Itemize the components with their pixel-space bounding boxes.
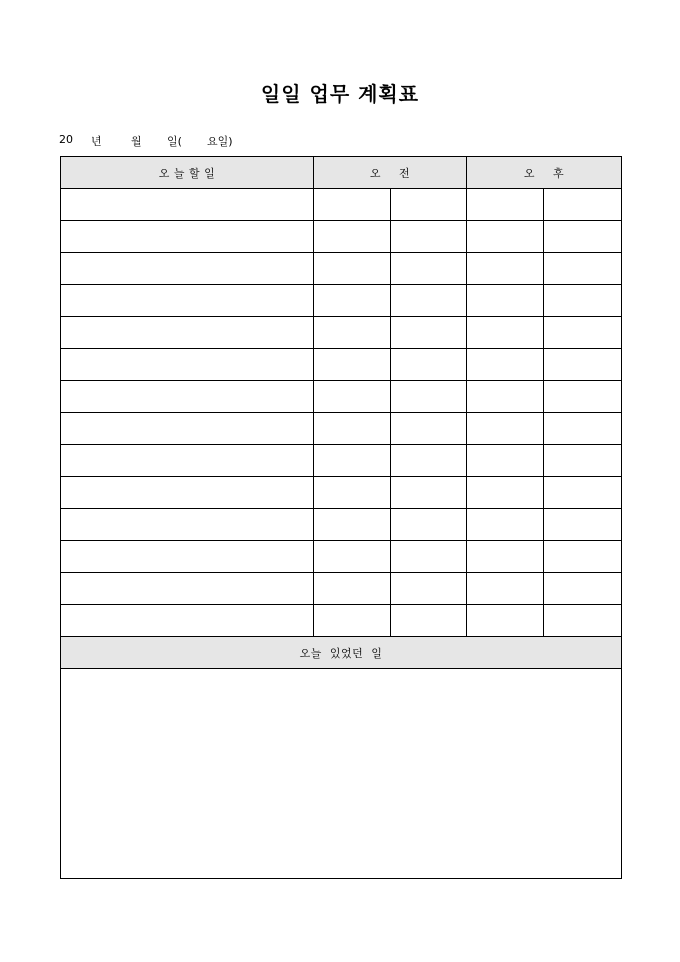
am-cell-2[interactable]	[391, 605, 467, 637]
table-row	[61, 221, 622, 253]
pm-cell-2[interactable]	[544, 253, 622, 285]
am-cell-2[interactable]	[391, 541, 467, 573]
am-cell-1[interactable]	[314, 445, 391, 477]
table-header-row	[61, 157, 622, 189]
pm-cell-2[interactable]	[544, 573, 622, 605]
task-cell[interactable]	[61, 381, 314, 413]
task-cell[interactable]	[61, 413, 314, 445]
am-cell-2[interactable]	[391, 253, 467, 285]
table-row	[61, 189, 622, 221]
pm-cell-1[interactable]	[467, 253, 544, 285]
pm-cell-1[interactable]	[467, 285, 544, 317]
date-day-label: 일(	[167, 135, 182, 148]
table-row	[61, 541, 622, 573]
am-cell-1[interactable]	[314, 221, 391, 253]
task-cell[interactable]	[61, 509, 314, 541]
am-cell-1[interactable]	[314, 605, 391, 637]
pm-cell-2[interactable]	[544, 605, 622, 637]
pm-cell-1[interactable]	[467, 349, 544, 381]
pm-cell-1[interactable]	[467, 317, 544, 349]
am-cell-2[interactable]	[391, 189, 467, 221]
table-row	[61, 349, 622, 381]
header-pm: 오 후	[467, 157, 622, 189]
task-cell[interactable]	[61, 445, 314, 477]
am-cell-1[interactable]	[314, 285, 391, 317]
task-cell[interactable]	[61, 221, 314, 253]
pm-cell-2[interactable]	[544, 349, 622, 381]
task-cell[interactable]	[61, 349, 314, 381]
pm-cell-1[interactable]	[467, 189, 544, 221]
am-cell-2[interactable]	[391, 477, 467, 509]
task-cell[interactable]	[61, 253, 314, 285]
am-cell-1[interactable]	[314, 189, 391, 221]
table-row	[61, 509, 622, 541]
table-row	[61, 317, 622, 349]
pm-cell-2[interactable]	[544, 285, 622, 317]
today-notes-field[interactable]	[61, 669, 622, 879]
am-cell-2[interactable]	[391, 221, 467, 253]
pm-cell-2[interactable]	[544, 509, 622, 541]
task-cell[interactable]	[61, 317, 314, 349]
am-cell-2[interactable]	[391, 381, 467, 413]
task-cell[interactable]	[61, 541, 314, 573]
document-title: 일일 업무 계획표	[260, 82, 420, 106]
am-cell-2[interactable]	[391, 573, 467, 605]
pm-cell-1[interactable]	[467, 541, 544, 573]
am-cell-2[interactable]	[391, 413, 467, 445]
pm-cell-2[interactable]	[544, 477, 622, 509]
header-am: 오 전	[314, 157, 467, 189]
table-row	[61, 605, 622, 637]
table-row	[61, 445, 622, 477]
notes-row	[61, 669, 622, 879]
am-cell-1[interactable]	[314, 573, 391, 605]
pm-cell-1[interactable]	[467, 381, 544, 413]
date-year-label: 년	[91, 135, 102, 148]
am-cell-1[interactable]	[314, 477, 391, 509]
am-cell-2[interactable]	[391, 445, 467, 477]
am-cell-1[interactable]	[314, 317, 391, 349]
pm-cell-2[interactable]	[544, 221, 622, 253]
table-row	[61, 285, 622, 317]
pm-cell-1[interactable]	[467, 509, 544, 541]
am-cell-2[interactable]	[391, 509, 467, 541]
am-cell-1[interactable]	[314, 349, 391, 381]
pm-cell-2[interactable]	[544, 445, 622, 477]
pm-cell-2[interactable]	[544, 541, 622, 573]
table-row	[61, 253, 622, 285]
am-cell-1[interactable]	[314, 381, 391, 413]
am-cell-1[interactable]	[314, 253, 391, 285]
am-cell-1[interactable]	[314, 541, 391, 573]
date-weekday-label: 요일)	[207, 135, 233, 148]
pm-cell-1[interactable]	[467, 605, 544, 637]
pm-cell-1[interactable]	[467, 445, 544, 477]
notes-header-row	[61, 637, 622, 669]
am-cell-1[interactable]	[314, 509, 391, 541]
am-cell-2[interactable]	[391, 317, 467, 349]
date-line	[59, 133, 319, 149]
table-row	[61, 477, 622, 509]
pm-cell-2[interactable]	[544, 317, 622, 349]
am-cell-2[interactable]	[391, 285, 467, 317]
am-cell-2[interactable]	[391, 349, 467, 381]
daily-plan-table	[60, 156, 622, 879]
table-row	[61, 381, 622, 413]
pm-cell-1[interactable]	[467, 573, 544, 605]
task-cell[interactable]	[61, 573, 314, 605]
date-month-label: 월	[131, 135, 142, 148]
pm-cell-2[interactable]	[544, 189, 622, 221]
header-today-notes: 오늘 있었던 일	[61, 637, 622, 669]
pm-cell-1[interactable]	[467, 221, 544, 253]
task-cell[interactable]	[61, 477, 314, 509]
pm-cell-2[interactable]	[544, 413, 622, 445]
task-cell[interactable]	[61, 189, 314, 221]
table-row	[61, 573, 622, 605]
table-row	[61, 413, 622, 445]
date-year-prefix[interactable]: 20	[59, 133, 73, 146]
header-todo: 오 늘 할 일	[61, 157, 314, 189]
task-cell[interactable]	[61, 285, 314, 317]
pm-cell-2[interactable]	[544, 381, 622, 413]
pm-cell-1[interactable]	[467, 413, 544, 445]
pm-cell-1[interactable]	[467, 477, 544, 509]
am-cell-1[interactable]	[314, 413, 391, 445]
task-cell[interactable]	[61, 605, 314, 637]
